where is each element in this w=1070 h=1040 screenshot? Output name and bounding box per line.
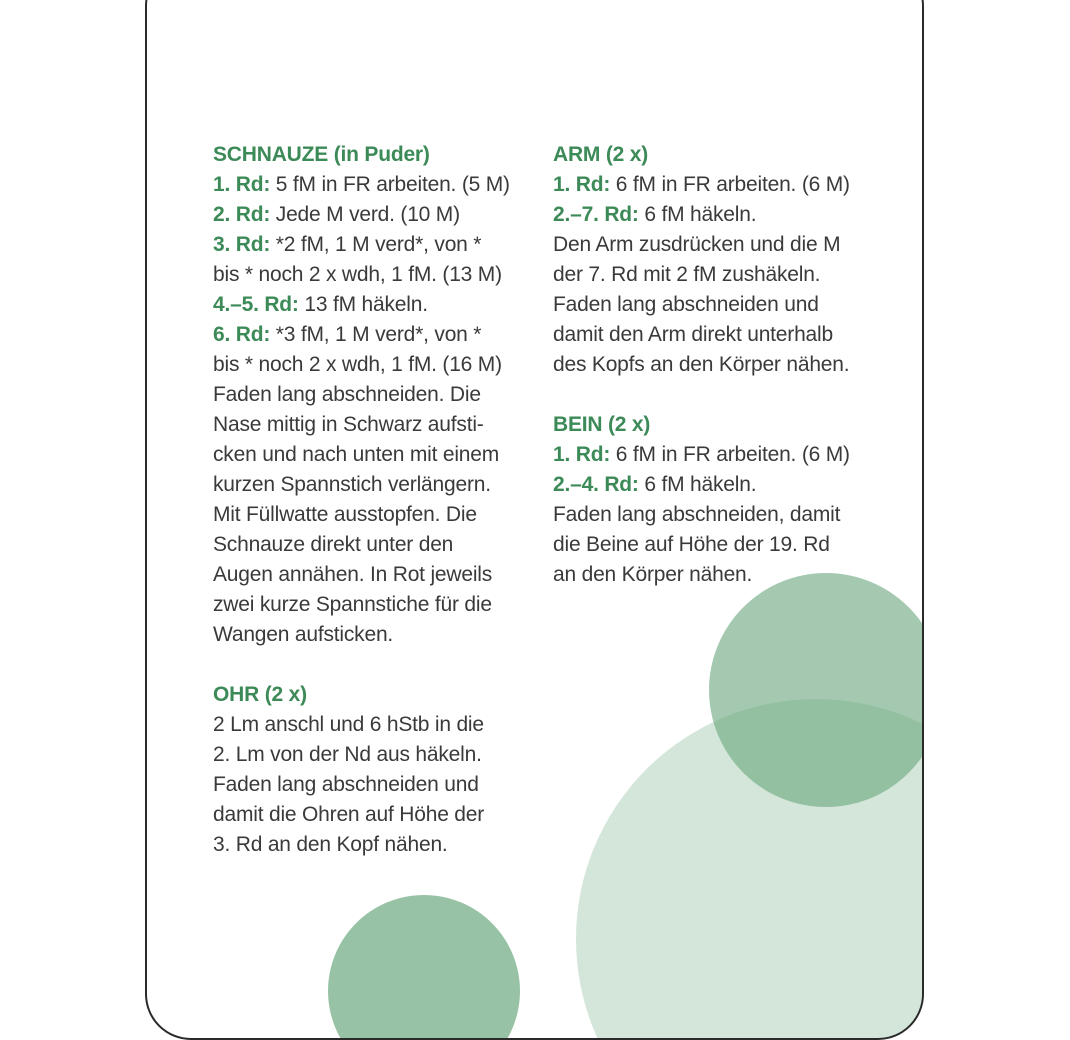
round-label: 1. Rd:: [553, 173, 611, 196]
arm-line: [553, 230, 893, 260]
section-spacer: [213, 650, 543, 680]
instruction-text: bis * noch 2 x wdh, 1 fM. (13 M): [213, 263, 502, 286]
arm-heading: ARM (2 x): [553, 143, 649, 166]
instruction-card: [145, 0, 924, 1040]
schnauze-line: [213, 500, 543, 530]
round-label: 6. Rd:: [213, 323, 271, 346]
schnauze-line: [213, 200, 543, 230]
schnauze-line: [213, 560, 543, 590]
schnauze-line: [213, 170, 543, 200]
bein-heading: BEIN (2 x): [553, 413, 651, 436]
ohr-line: Faden lang abschneiden und: [213, 773, 479, 796]
instruction-text: 5 fM in FR arbeiten. (5 M): [270, 173, 510, 196]
instruction-text: 6 fM in FR arbeiten. (6 M): [610, 443, 850, 466]
bein-line: [553, 440, 893, 470]
round-label: 4.–5. Rd:: [213, 293, 299, 316]
instruction-text: die Beine auf Höhe der 19. Rd: [553, 533, 830, 556]
instruction-text: cken und nach unten mit einem: [213, 443, 500, 466]
instruction-text: 13 fM häkeln.: [298, 293, 428, 316]
schnauze-line: [213, 440, 543, 470]
schnauze-line: [213, 410, 543, 440]
left-column: [213, 140, 543, 860]
ohr-line: 3. Rd an den Kopf nähen.: [213, 833, 448, 856]
round-label: 2.–4. Rd:: [553, 473, 639, 496]
section-spacer: [553, 380, 893, 410]
bein-lines: [553, 440, 893, 590]
arm-line: [553, 320, 893, 350]
round-label: 1. Rd:: [553, 443, 611, 466]
arm-line: [553, 290, 893, 320]
instruction-text: bis * noch 2 x wdh, 1 fM. (16 M): [213, 353, 502, 376]
schnauze-line: [213, 350, 543, 380]
schnauze-line: [213, 230, 543, 260]
instruction-text: Wangen aufsticken.: [213, 623, 394, 646]
instruction-text: zwei kurze Spannstiche für die: [213, 593, 492, 616]
bein-line: [553, 560, 893, 590]
instruction-text: Faden lang abschneiden. Die: [213, 383, 481, 406]
instruction-text: *2 fM, 1 M verd*, von *: [270, 233, 482, 256]
ohr-line: 2. Lm von der Nd aus häkeln.: [213, 743, 482, 766]
bein-line: [553, 530, 893, 560]
schnauze-line: [213, 470, 543, 500]
decorative-circle-bottom: [328, 895, 520, 1040]
instruction-text: 6 fM häkeln.: [638, 203, 757, 226]
schnauze-line: [213, 320, 543, 350]
instruction-text: Faden lang abschneiden, damit: [553, 503, 841, 526]
schnauze-line: [213, 590, 543, 620]
ohr-lines: [213, 710, 543, 860]
schnauze-line: [213, 260, 543, 290]
instruction-text: Augen annähen. In Rot jeweils: [213, 563, 493, 586]
arm-line: [553, 260, 893, 290]
instruction-text: 6 fM häkeln.: [638, 473, 757, 496]
instruction-text: kurzen Spannstich verlängern.: [213, 473, 491, 496]
instruction-text: Den Arm zusdrücken und die M: [553, 233, 841, 256]
instruction-text: des Kopfs an den Körper nähen.: [553, 353, 850, 376]
arm-line: [553, 200, 893, 230]
schnauze-line: [213, 290, 543, 320]
arm-line: [553, 350, 893, 380]
instruction-text: Schnauze direkt unter den: [213, 533, 454, 556]
schnauze-line: [213, 530, 543, 560]
schnauze-heading: SCHNAUZE (in Puder): [213, 143, 430, 166]
arm-lines: [553, 170, 893, 380]
instruction-text: Faden lang abschneiden und: [553, 293, 819, 316]
ohr-line: damit die Ohren auf Höhe der: [213, 803, 485, 826]
schnauze-line: [213, 380, 543, 410]
right-column: [553, 140, 893, 590]
schnauze-line: [213, 620, 543, 650]
schnauze-lines: [213, 170, 543, 650]
arm-line: [553, 170, 893, 200]
instruction-text: Mit Füllwatte ausstopfen. Die: [213, 503, 477, 526]
instruction-text: Nase mittig in Schwarz aufsti-: [213, 413, 484, 436]
round-label: 1. Rd:: [213, 173, 271, 196]
bein-line: [553, 500, 893, 530]
ohr-heading: OHR (2 x): [213, 683, 307, 706]
instruction-text: Jede M verd. (10 M): [270, 203, 460, 226]
bein-line: [553, 470, 893, 500]
round-label: 2. Rd:: [213, 203, 271, 226]
round-label: 2.–7. Rd:: [553, 203, 639, 226]
ohr-line: 2 Lm anschl und 6 hStb in die: [213, 713, 484, 736]
instruction-text: 6 fM in FR arbeiten. (6 M): [610, 173, 850, 196]
instruction-text: *3 fM, 1 M verd*, von *: [270, 323, 482, 346]
instruction-text: an den Körper nähen.: [553, 563, 753, 586]
instruction-text: damit den Arm direkt unterhalb: [553, 323, 833, 346]
round-label: 3. Rd:: [213, 233, 271, 256]
instruction-text: der 7. Rd mit 2 fM zushäkeln.: [553, 263, 821, 286]
